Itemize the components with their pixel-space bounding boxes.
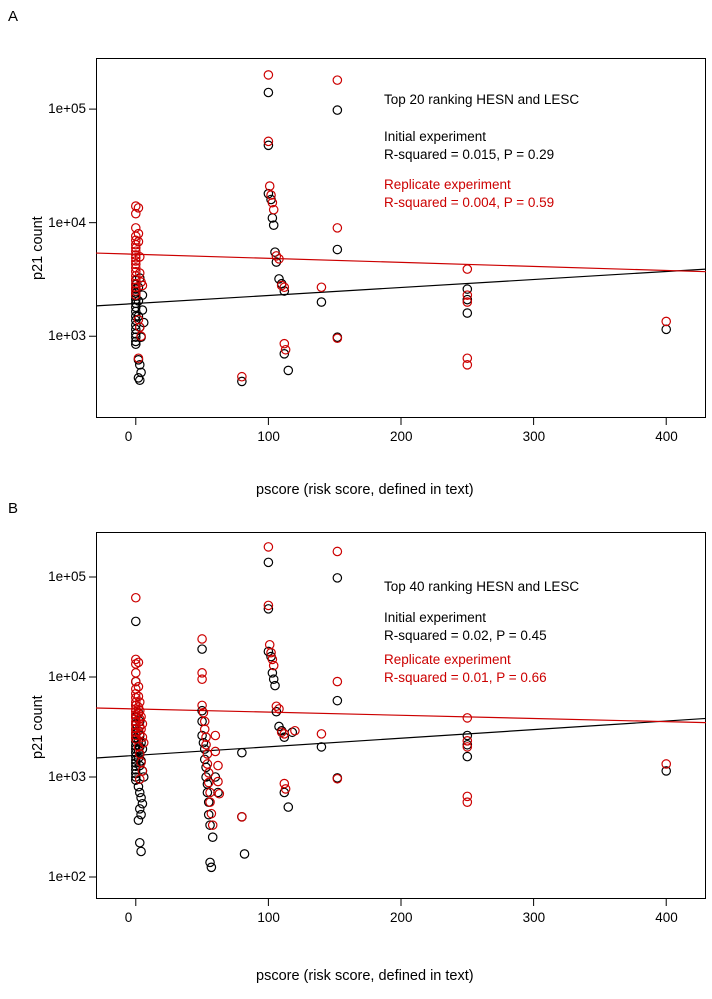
x-axis-title-a: pscore (risk score, defined in text) [256,482,474,498]
panel-a-letter: A [8,8,19,25]
x-tick-label: 200 [390,910,413,925]
x-tick-label: 300 [522,429,546,444]
annotation-a-title: Top 20 ranking HESN and LESC [384,92,580,107]
x-axis-title-b: pscore (risk score, defined in text) [256,968,474,984]
x-tick-label: 400 [655,429,678,444]
y-axis-title-b: p21 count [30,695,46,759]
y-axis-title-a: p21 count [30,216,46,280]
annotation-a-replicate-label: Replicate experiment [384,177,511,192]
annotation-a-replicate-stats: R-squared = 0.004, P = 0.59 [384,195,555,210]
panel-a [0,0,712,499]
annotation-a-initial-label: Initial experiment [384,129,487,144]
x-tick-label: 100 [257,429,280,444]
y-tick-label: 1e+03 [48,769,86,784]
annotation-b-initial-stats: R-squared = 0.02, P = 0.45 [384,628,547,643]
panel-b-letter: B [8,500,19,517]
annotation-a-initial-stats: R-squared = 0.015, P = 0.29 [384,147,555,162]
scatter-b-canvas [0,499,712,999]
y-tick-label: 1e+04 [48,669,86,684]
annotation-b-initial-label: Initial experiment [384,610,487,625]
y-tick-label: 1e+05 [48,101,86,117]
y-tick-label: 1e+03 [48,328,86,344]
x-tick-label: 400 [655,910,678,925]
x-tick-label: 0 [124,429,133,444]
scatter-a-canvas [0,0,712,499]
y-tick-label: 1e+04 [48,214,86,230]
annotation-b-replicate-label: Replicate experiment [384,652,511,667]
y-tick-label: 1e+02 [48,869,86,884]
x-tick-label: 200 [390,429,413,444]
annotation-b-replicate-stats: R-squared = 0.01, P = 0.66 [384,670,547,685]
x-tick-label: 300 [522,910,546,925]
annotation-b-title: Top 40 ranking HESN and LESC [384,579,580,594]
y-tick-label: 1e+05 [48,569,86,584]
x-tick-label: 100 [257,910,280,925]
x-tick-label: 0 [124,910,133,925]
panel-b [0,499,712,999]
